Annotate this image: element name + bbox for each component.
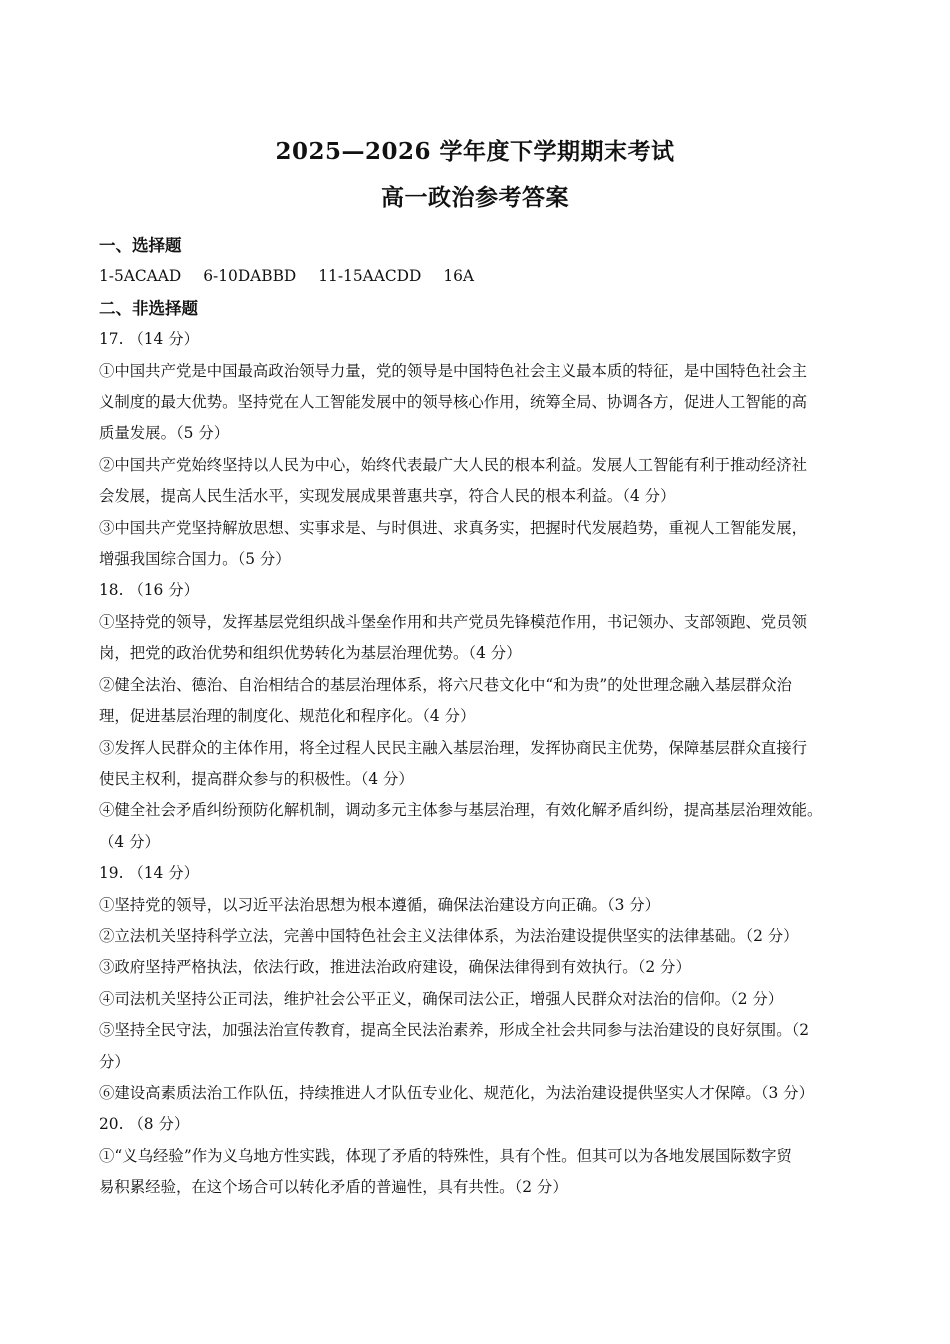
- answer-line: ④司法机关坚持公正司法，维护社会公平正义，确保司法公正，增强人民群众对法治的信仰。（2 分）: [99, 989, 784, 1008]
- section-heading-choice: 一、选择题: [99, 236, 182, 255]
- answer-line: 增强我国综合国力。（5 分）: [99, 550, 291, 569]
- answer-line: 会发展，提高人民生活水平，实现发展成果普惠共享，符合人民的根本利益。（4 分）: [99, 487, 676, 506]
- answer-line: ③中国共产党坚持解放思想、实事求是、与时俱进、求真务实，把握时代发展趋势，重视人工智能发展，: [99, 518, 807, 537]
- page-subtitle: 高一政治参考答案: [381, 184, 569, 211]
- nonchoice-answer-lines: [99, 324, 857, 1203]
- answer-line: ④健全社会矛盾纠纷预防化解机制，调动多元主体参与基层治理，有效化解矛盾纠纷，提高基层治理效能。: [99, 801, 823, 820]
- answer-line: ③发挥人民群众的主体作用，将全过程人民民主融入基层治理，发挥协商民主优势，保障基层群众直接行: [99, 738, 807, 757]
- choice-answer-group: 16A: [443, 267, 475, 286]
- answer-line: 质量发展。（5 分）: [99, 424, 230, 443]
- choice-answers: [99, 261, 857, 292]
- answer-line: 17. （14 分）: [99, 330, 200, 349]
- answer-line: ①坚持党的领导，发挥基层党组织战斗堡垒作用和共产党员先锋模范作用，书记领办、支部领跑、党员领: [99, 612, 807, 631]
- answer-line: 易积累经验，在这个场合可以转化矛盾的普遍性，具有共性。（2 分）: [99, 1178, 568, 1197]
- answer-line: ③政府坚持严格执法，依法行政，推进法治政府建设，确保法律得到有效执行。（2 分）: [99, 958, 691, 977]
- answer-line: 岗，把党的政治优势和组织优势转化为基层治理优势。（4 分）: [99, 644, 522, 663]
- answer-line: ①中国共产党是中国最高政治领导力量，党的领导是中国特色社会主义最本质的特征，是中国特色社会主: [99, 361, 807, 380]
- answer-line: ①“义乌经验”作为义乌地方性实践，体现了矛盾的特殊性，具有个性。但其可以为各地发展国际数字贸: [99, 1146, 792, 1165]
- answer-line: ①坚持党的领导，以习近平法治思想为根本遵循，确保法治建设方向正确。（3 分）: [99, 895, 661, 914]
- answer-line: 理，促进基层治理的制度化、规范化和程序化。（4 分）: [99, 707, 476, 726]
- answer-line: ⑤坚持全民守法，加强法治宣传教育，提高全民法治素养，形成全社会共同参与法治建设的良好氛围。（2: [99, 1021, 810, 1040]
- section-heading-nonchoice: 二、非选择题: [99, 298, 198, 318]
- answer-content: [99, 230, 857, 1204]
- choice-answer-group: 1-5ACAAD: [99, 267, 182, 286]
- answer-line: 20. （8 分）: [99, 1115, 190, 1134]
- answer-line: ②中国共产党始终坚持以人民为中心，始终代表最广大人民的根本利益。发展人工智能有利于推动经济社: [99, 455, 807, 474]
- answer-line: （4 分）: [99, 832, 160, 851]
- answer-line: ②健全法治、德治、自治相结合的基层治理体系，将六尺巷文化中“和为贵”的处世理念融入基层群众治: [99, 675, 792, 694]
- answer-line: 义制度的最大优势。坚持党在人工智能发展中的领导核心作用，统筹全局、协调各方，促进人工智能的高: [99, 393, 807, 412]
- answer-line: ⑥建设高素质法治工作队伍，持续推进人才队伍专业化、规范化，为法治建设提供坚实人才保障。（3 分）: [99, 1083, 814, 1102]
- answer-line: ②立法机关坚持科学立法，完善中国特色社会主义法律体系，为法治建设提供坚实的法律基础。（2 分）: [99, 926, 799, 945]
- page-title: 2025—2026 学年度下学期期末考试: [275, 138, 675, 165]
- answer-line: 19. （14 分）: [99, 864, 200, 883]
- answer-line: 分）: [99, 1052, 130, 1071]
- answer-line: 18. （16 分）: [99, 581, 200, 600]
- choice-answer-group: 11-15AACDD: [318, 267, 422, 286]
- choice-answer-group: 6-10DABBD: [203, 267, 297, 286]
- answer-line: 使民主权利，提高群众参与的积极性。（4 分）: [99, 769, 414, 788]
